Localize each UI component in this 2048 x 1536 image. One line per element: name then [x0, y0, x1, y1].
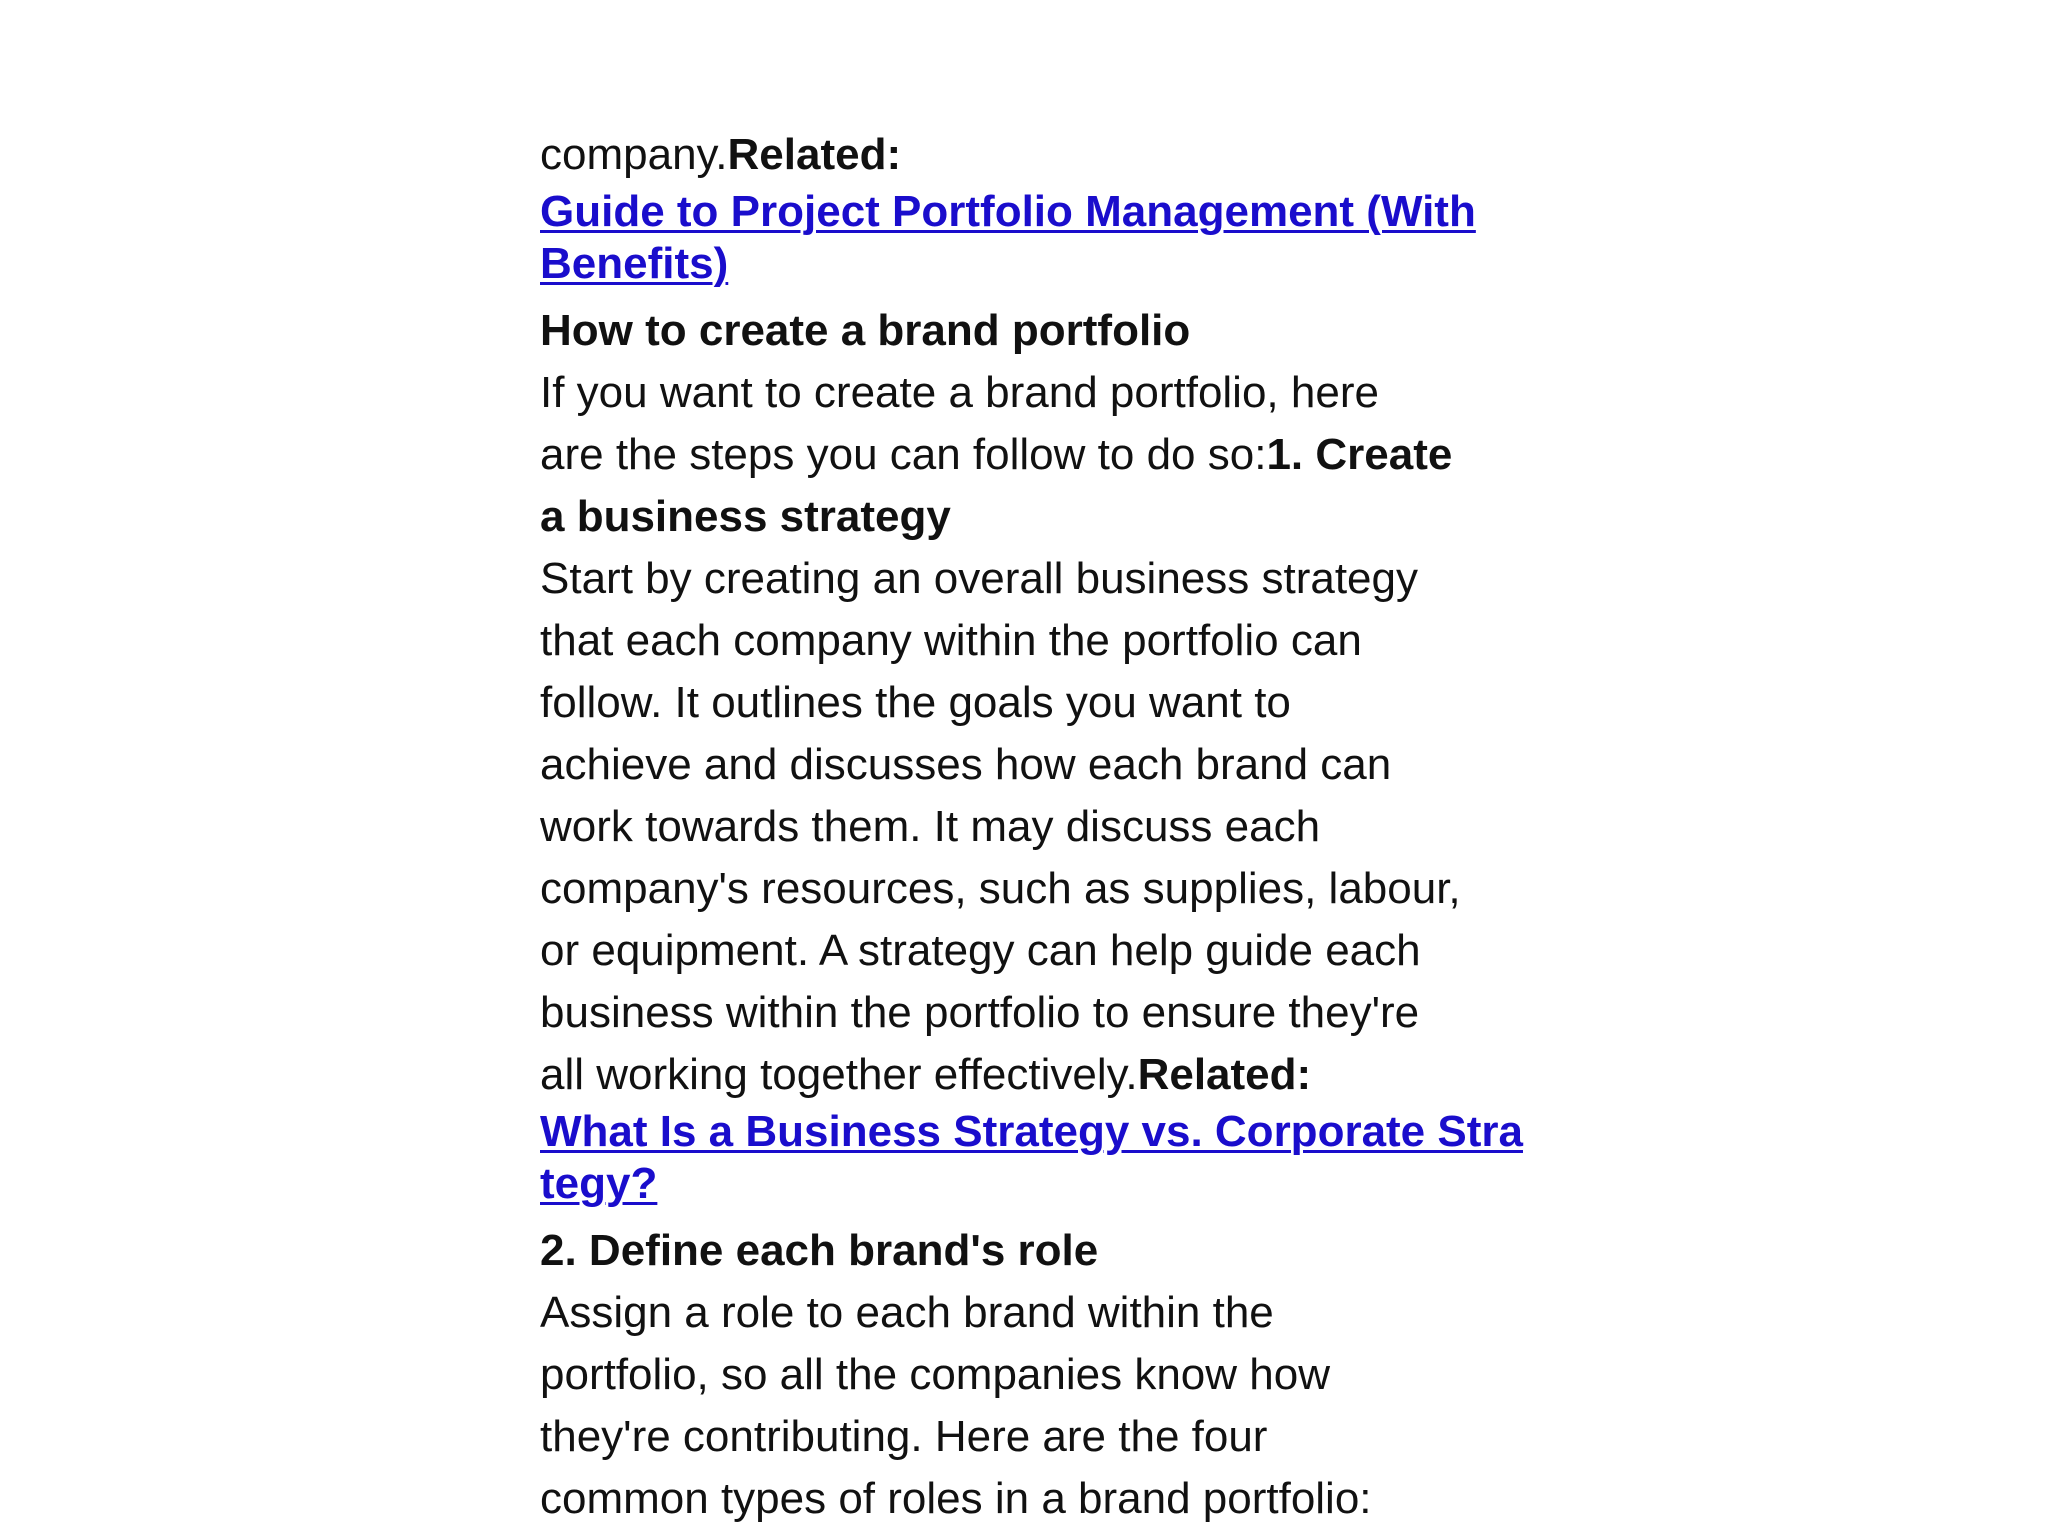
related-link-line: [540, 238, 1540, 290]
document-body: [540, 124, 1540, 1530]
intro-text: are the steps you can follow to do so:: [540, 430, 1267, 479]
paragraph-line: Assign a role to each brand within the: [540, 1288, 1274, 1337]
body-text: all working together effectively.: [540, 1050, 1138, 1099]
paragraph-line: If you want to create a brand portfolio, here: [540, 368, 1379, 417]
paragraph-line: Start by creating an overall business strategy: [540, 554, 1419, 603]
step-heading: 2. Define each brand's role: [540, 1226, 1099, 1275]
paragraph-line: portfolio, so all the companies know how: [540, 1350, 1330, 1399]
step-heading-cont: a business strategy: [540, 492, 951, 541]
paragraph-line: [540, 424, 1540, 486]
step-heading: 1. Create: [1266, 430, 1453, 479]
paragraph-line: that each company within the portfolio can: [540, 616, 1362, 665]
paragraph-line: common types of roles in a brand portfolio:: [540, 1474, 1372, 1523]
paragraph-line: [540, 1044, 1540, 1106]
related-link-portfolio-management[interactable]: Guide to Project Portfolio Management (With: [540, 187, 1476, 236]
paragraph-line: achieve and discusses how each brand can: [540, 740, 1392, 789]
lead-text: company.: [540, 130, 728, 179]
paragraph-line: or equipment. A strategy can help guide each: [540, 926, 1421, 975]
related-label: Related:: [1137, 1050, 1312, 1099]
paragraph-line: business within the portfolio to ensure they're: [540, 988, 1420, 1037]
paragraph-line: [540, 124, 1540, 186]
related-link-portfolio-management-cont[interactable]: Benefits): [540, 239, 729, 288]
related-link-business-strategy[interactable]: What Is a Business Strategy vs. Corporate Stra: [540, 1107, 1523, 1156]
related-link-line: [540, 1106, 1540, 1158]
related-label: Related:: [727, 130, 902, 179]
related-link-line: [540, 1158, 1540, 1210]
paragraph-line: follow. It outlines the goals you want to: [540, 678, 1291, 727]
paragraph-line: work towards them. It may discuss each: [540, 802, 1321, 851]
section-heading: How to create a brand portfolio: [540, 306, 1191, 355]
paragraph-line: they're contributing. Here are the four: [540, 1412, 1268, 1461]
related-link-line: [540, 186, 1540, 238]
paragraph-line: company's resources, such as supplies, labour,: [540, 864, 1461, 913]
related-link-business-strategy-cont[interactable]: tegy?: [540, 1159, 658, 1208]
